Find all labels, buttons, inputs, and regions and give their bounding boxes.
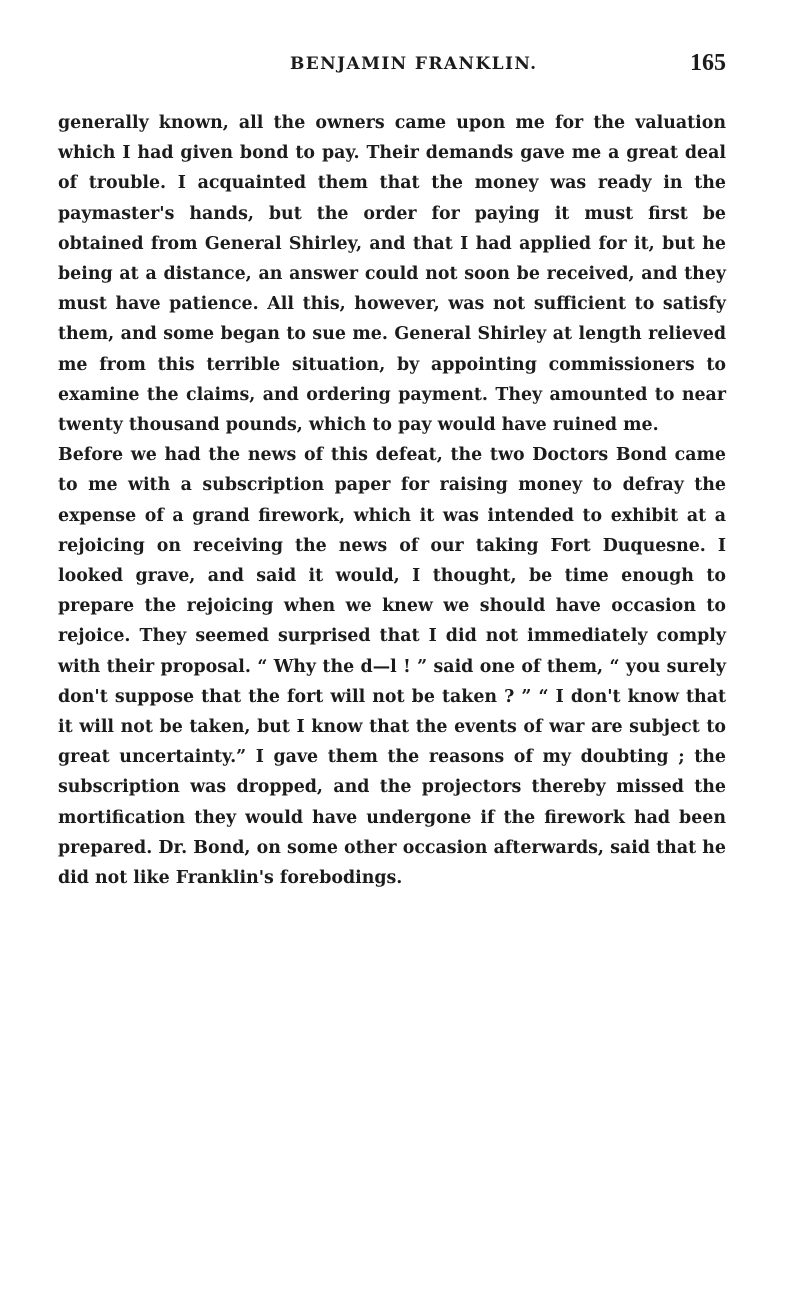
running-title: BENJAMIN FRANKLIN. [290,54,538,74]
page-number: 165 [690,50,726,76]
paragraph-1: generally known, all the owners came upon me for the valuation which I had given bond to pay. Their demands gave me a great deal of trouble. I acquainted them that the money was ready in the paymaster's hands, but the order for paying it must first be obtained from General Shirley, and that I had applied for it, but he being at a distance, an answer could not soon be received, and they must have patience. All this, however, was not sufficient to satisfy them, and some began to sue me. General Shirley at length relieved me from this terrible situation, by appointing commissioners to examine the claims, and ordering payment. They amounted to near twenty thousand pounds, which to pay would have ruined me. [58,113,726,436]
paragraph-2: Before we had the news of this defeat, the two Doctors Bond came to me with a subscription paper for raising money to defray the expense of a grand firework, which it was intended to exhibit at a rejoicing on receiving the news of our taking Fort Duquesne. I looked grave, and said it would, I thought, be time enough to prepare the rejoicing when we knew we should have occasion to rejoice. They seemed surprised that I did not immediately comply with their proposal. “ Why the d—l ! ” said one of them, “ you surely don't suppose that the fort will not be taken ? ” “ I don't know that it will not be taken, but I know that the events of war are subject to great uncertainty.” I gave them the reasons of my doubting ; the subscription was dropped, and the projectors thereby missed the mortification they would have undergone if the firework had been prepared. Dr. Bond, on some other occasion afterwards, said that he did not like Franklin's forebodings. [58,445,726,889]
running-head [58,50,726,84]
body-text [58,108,726,893]
